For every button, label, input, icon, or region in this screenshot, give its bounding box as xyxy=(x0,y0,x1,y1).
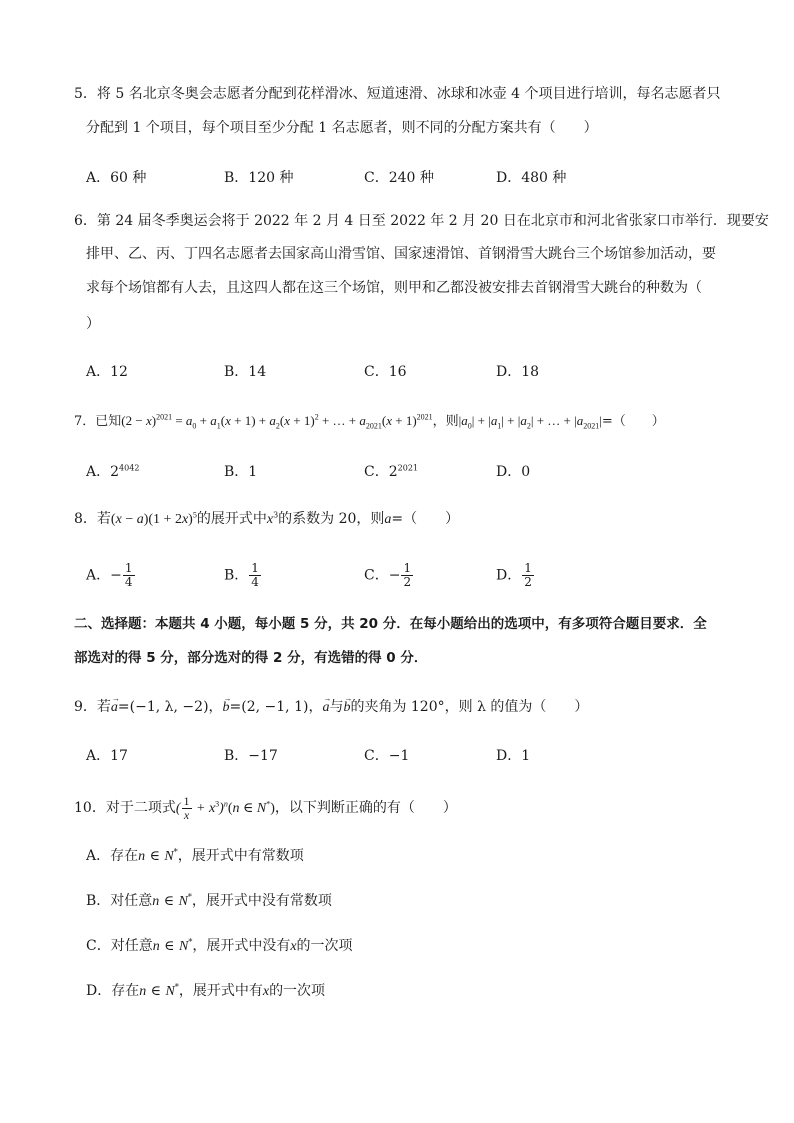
q7-option-a[interactable]: A．$2^{4042}$ xyxy=(86,463,140,480)
q9-options xyxy=(86,746,706,766)
fraction: $\frac{1}{4}$ xyxy=(251,561,259,589)
q8-options xyxy=(86,560,706,590)
q7-abs-sum: $|a_0| + |a_1| + |a_2|$ + … + $|a_{2021}|$ xyxy=(458,413,602,431)
q10-option-c[interactable]: C．对任意n ∈ N*，展开式中没有x的一次项 xyxy=(86,937,353,954)
section-2-heading-line2: 部选对的得 5 分，部分选对的得 2 分，有选错的得 0 分． xyxy=(74,650,428,666)
q8-option-b[interactable]: B． $\frac{1}{4}$ xyxy=(224,561,259,589)
section-2-heading-line1: 二、选择题：本题共 4 小题，每小题 5 分，共 20 分．在每小题给出的选项中，有多项符合题目要求．全 xyxy=(74,616,707,632)
q5-options xyxy=(86,168,706,188)
q6-stem-line1: 6．第 24 届冬季奥运会将于 2022 年 2 月 4 日至 2022 年 2 月 20 日在北京市和河北省张家口市举行．现要安 xyxy=(74,213,769,229)
q5-stem-line1: 5．将 5 名北京冬奥会志愿者分配到花样滑冰、短道速滑、冰球和冰壶 4 个项目进行培训，每名志愿者只 xyxy=(74,86,721,102)
q10-option-d[interactable]: D．存在n ∈ N*，展开式中有x的一次项 xyxy=(86,982,326,999)
q9-option-a[interactable]: A．17 xyxy=(86,748,128,764)
q10-option-b[interactable]: B．对任意n ∈ N*，展开式中没有常数项 xyxy=(86,892,332,909)
q10-stem: 10．对于二项式( $\frac{1}{x}$ + $x^3)^n(n$ ∈ N*)，以下判断正确的有（ ） xyxy=(74,794,457,823)
fraction: $\frac{1}{2}$ xyxy=(403,561,412,589)
q9-option-c[interactable]: C．−1 xyxy=(364,748,410,764)
q7-prefix: 7．已知 xyxy=(74,414,122,429)
q6-option-c[interactable]: C．16 xyxy=(364,364,407,380)
q6-option-a[interactable]: A．12 xyxy=(86,364,128,380)
q5-stem-line2: 分配到 1 个项目，每个项目至少分配 1 名志愿者，则不同的分配方案共有（ ） xyxy=(86,120,598,136)
q8-expression: $(x - a)(1 + 2x)^5$ xyxy=(110,510,197,527)
q9-option-b[interactable]: B．−17 xyxy=(224,748,278,764)
fraction: $\frac{1}{2}$ xyxy=(524,561,532,589)
q6-options xyxy=(86,362,706,382)
q8-stem: 8．若$(x - a)(1 + 2x)^5$的展开式中$x^3$的系数为 20，则a=（ ） xyxy=(74,510,460,527)
vector-a: → a xyxy=(111,698,118,718)
q7-option-d[interactable]: D．0 xyxy=(496,464,531,480)
q6-stem-line2: 排甲、乙、丙、丁四名志愿者去国家高山滑雪馆、国家速滑馆、首钢滑雪大跳台三个场馆参加活动，要 xyxy=(86,246,716,262)
q8-option-c[interactable]: C．− $\frac{1}{2}$ xyxy=(364,561,412,589)
q6-option-b[interactable]: B．14 xyxy=(224,364,267,380)
q5-option-d[interactable]: D．480 种 xyxy=(496,170,567,186)
q8-option-d[interactable]: D． $\frac{1}{2}$ xyxy=(496,561,532,589)
q7-option-b[interactable]: B．1 xyxy=(224,464,258,480)
vector-b: → b xyxy=(223,698,230,718)
q10-binomial: ( $\frac{1}{x}$ + $x^3)^n(n$ ∈ N*) xyxy=(175,794,275,823)
q9-stem: 9．若→ a=(−1, λ, −2)，→ b=(2, −1, 1)，→ a与→ b的夹角为 120°，则 λ 的值为（ ） xyxy=(74,697,588,718)
q5-option-c[interactable]: C．240 种 xyxy=(364,170,434,186)
q8-option-a[interactable]: A．− $\frac{1}{4}$ xyxy=(86,561,133,589)
q7-option-c[interactable]: C．$2^{2021}$ xyxy=(364,463,418,480)
q10-option-a[interactable]: A．存在n ∈ N*，展开式中有常数项 xyxy=(86,847,304,864)
fraction: $\frac{1}{4}$ xyxy=(124,561,133,589)
q5-option-a[interactable]: A．60 种 xyxy=(86,170,147,186)
q5-option-b[interactable]: B．120 种 xyxy=(224,170,294,186)
q9-option-d[interactable]: D．1 xyxy=(496,748,531,764)
q7-formula: $(2 - x)^{2021} = a_0 + a_1(x + 1) + a_2(x + 1)^2$ + … + $a_{2021}(x + 1)^{2021}$ xyxy=(121,412,433,431)
q6-stem-line4: ） xyxy=(86,316,100,332)
q7-options xyxy=(86,462,706,482)
q6-option-d[interactable]: D．18 xyxy=(496,364,540,380)
q6-stem-line3: 求每个场馆都有人去，且这四人都在这三个场馆，则甲和乙都没被安排去首钢滑雪大跳台的种数为（ xyxy=(86,280,702,296)
q7-stem: 7．已知$(2 - x)^{2021} = a_0 + a_1(x + 1) + a_2(x + 1)^2$ + … + $a_{2021}(x + 1)^{2021}$，则$|a_0| + |a_1| + |a_2|$ + … + $|a_{2021}|=$（ ） xyxy=(74,412,665,431)
